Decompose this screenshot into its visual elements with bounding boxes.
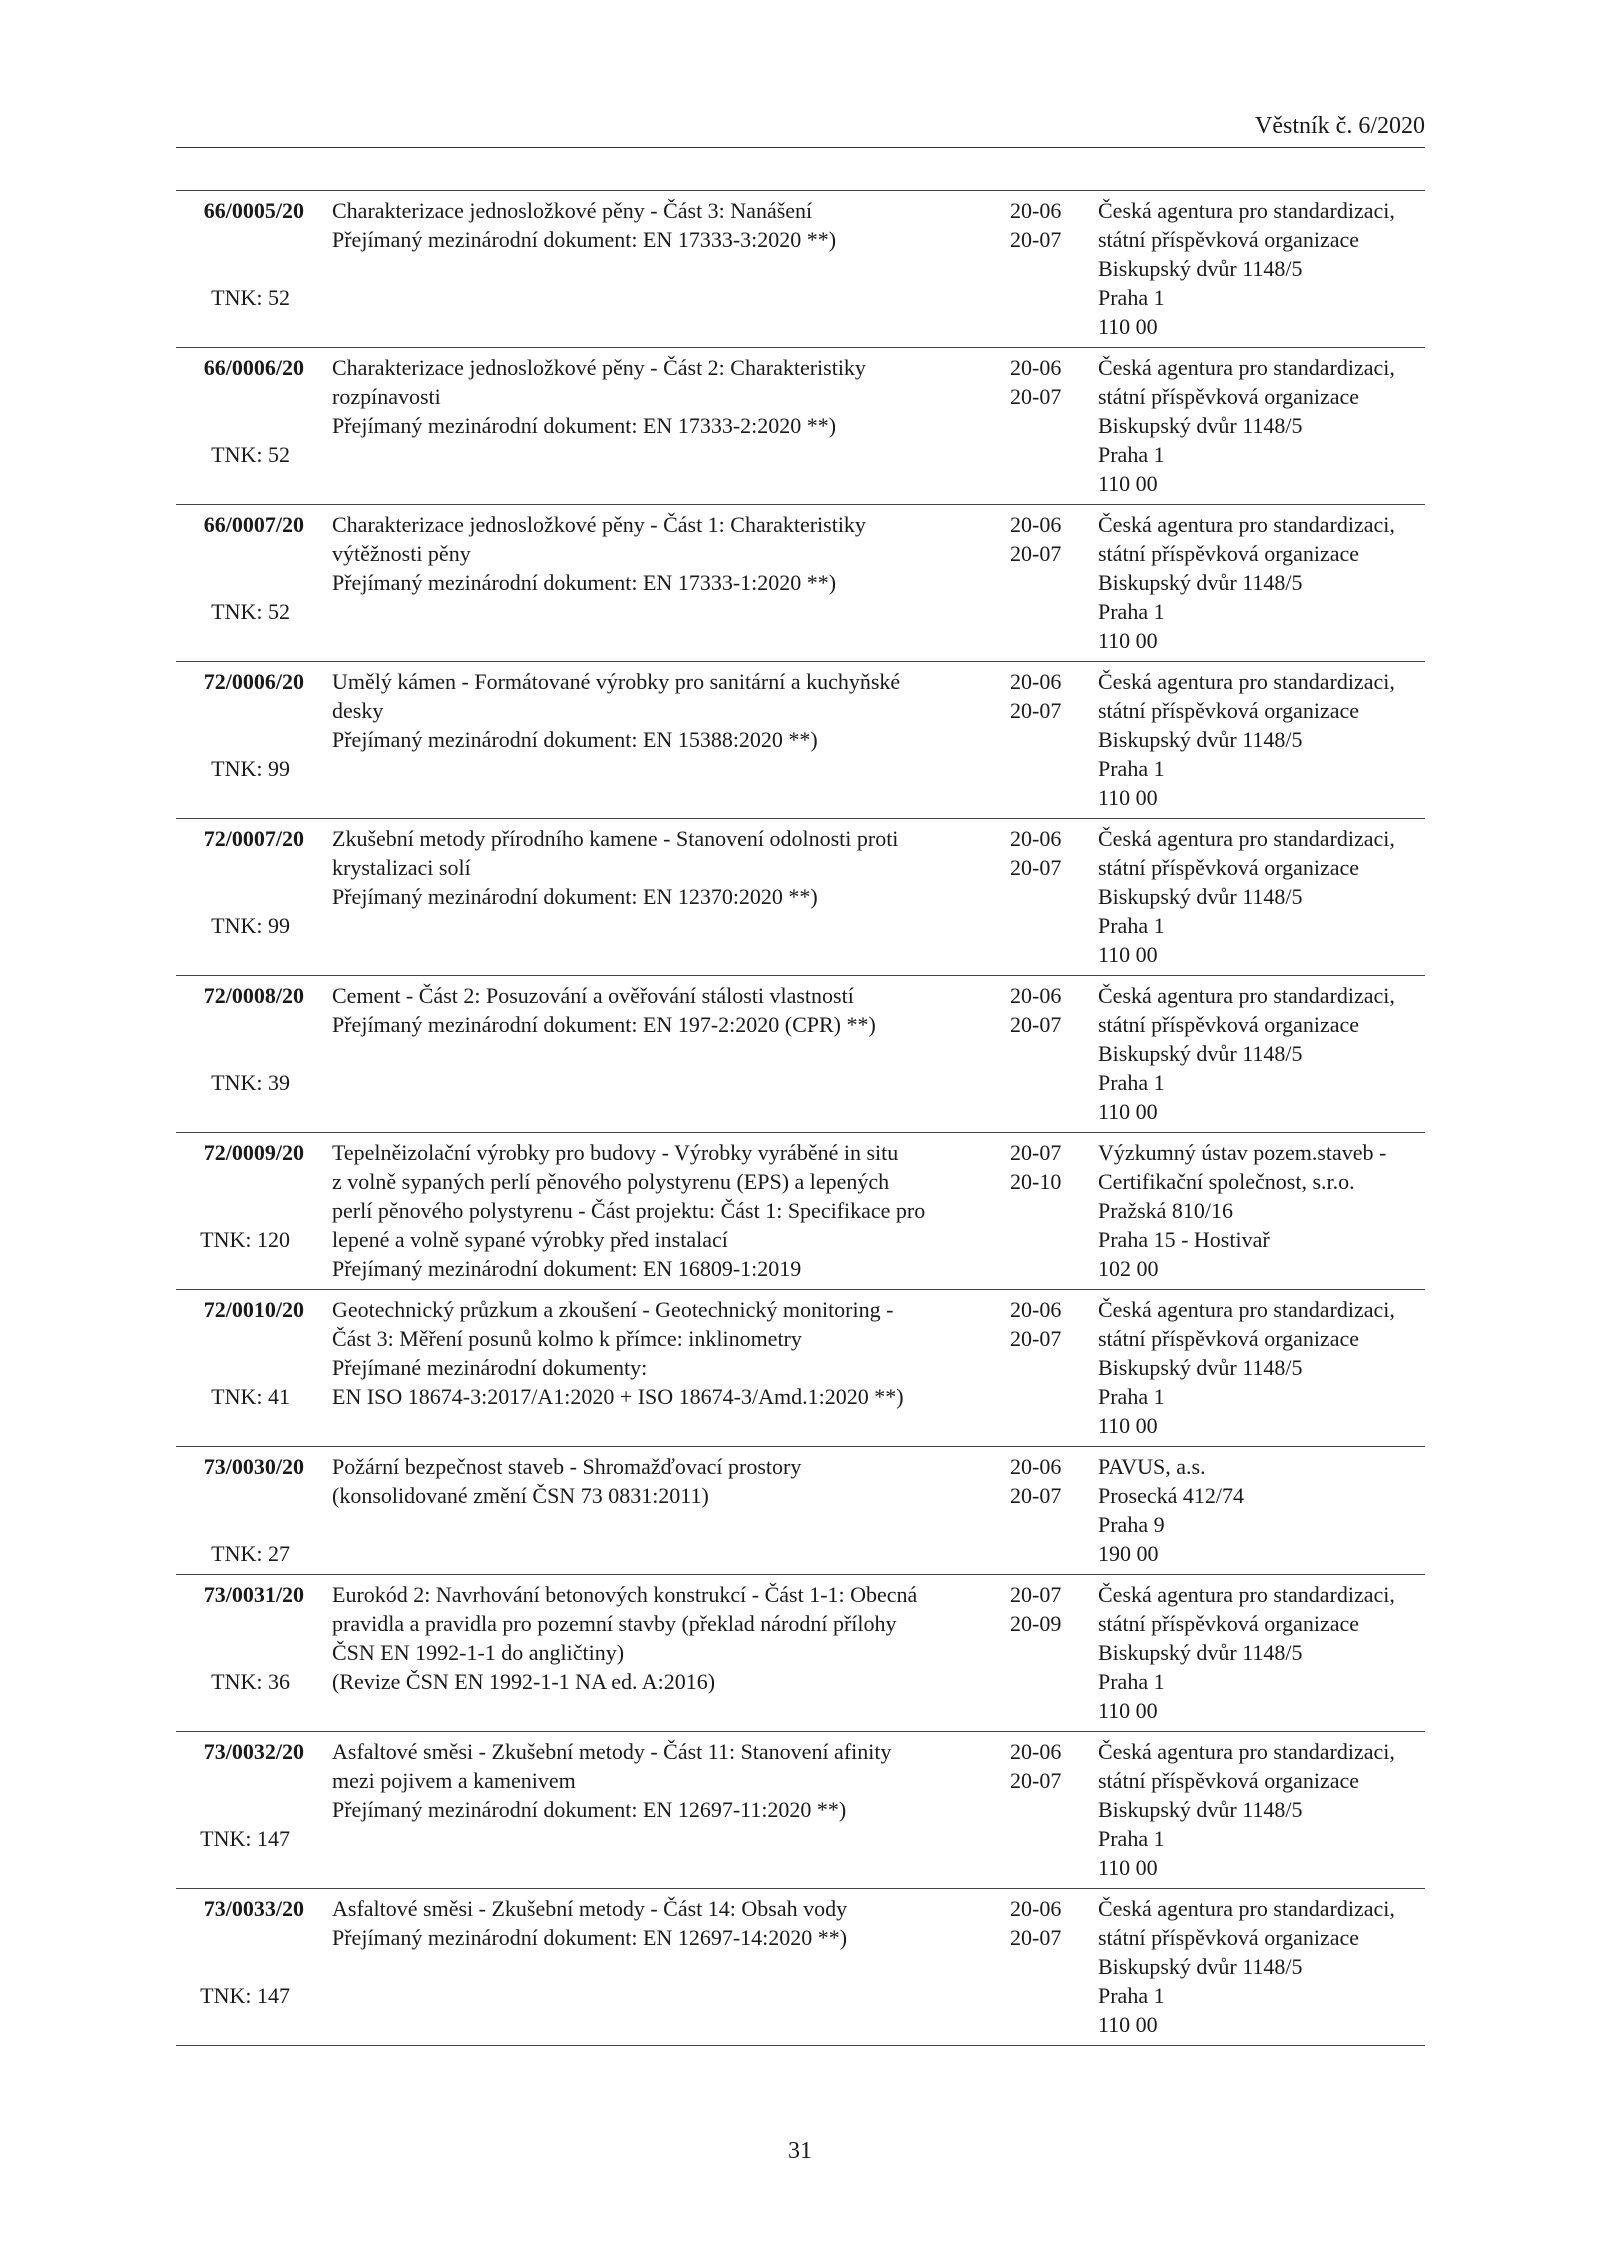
record-organization xyxy=(1098,824,1428,969)
record-organization-line: Česká agentura pro standardizaci, xyxy=(1098,355,1395,380)
record-dates-line: 20-06 xyxy=(1010,1896,1062,1921)
record-organization-line: 110 00 xyxy=(1098,1413,1158,1438)
record-title-line: desky xyxy=(332,698,384,723)
record-dates-line: 20-06 xyxy=(1010,669,1062,694)
record-title-line: (Revize ČSN EN 1992-1-1 NA ed. A:2016) xyxy=(332,1669,716,1694)
record-title-line: Přejímaný mezinárodní dokument: EN 16809-1:2019 xyxy=(332,1256,802,1281)
record-organization-line: Biskupský dvůr 1148/5 xyxy=(1098,1954,1303,1979)
record-code-cell xyxy=(176,353,304,467)
record-dates-line: 20-07 xyxy=(1010,698,1062,723)
record-title-line: rozpínavosti xyxy=(332,384,441,409)
record-organization-line: Praha 1 xyxy=(1098,913,1165,938)
record-code: 73/0032/20 xyxy=(203,1739,304,1764)
record-title-line: Přejímaný mezinárodní dokument: EN 12697-11:2020 **) xyxy=(332,1797,847,1822)
record-organization-line: Biskupský dvůr 1148/5 xyxy=(1098,570,1303,595)
record-dates xyxy=(1010,1295,1090,1353)
record-dates-line: 20-06 xyxy=(1010,512,1062,537)
record-organization xyxy=(1098,1452,1428,1568)
record-organization-line: 102 00 xyxy=(1098,1256,1159,1281)
tnk-label: TNK: 99 xyxy=(211,913,290,938)
table-row xyxy=(176,1889,1425,2046)
record-organization-line: Česká agentura pro standardizaci, xyxy=(1098,669,1395,694)
tnk-label: TNK: 52 xyxy=(211,442,290,467)
record-dates-line: 20-07 xyxy=(1010,1326,1062,1351)
record-organization-line: státní příspěvková organizace xyxy=(1098,698,1360,723)
record-organization-line: státní příspěvková organizace xyxy=(1098,384,1360,409)
record-dates xyxy=(1010,1580,1090,1638)
record-organization-line: Biskupský dvůr 1148/5 xyxy=(1098,256,1303,281)
record-organization-line: Česká agentura pro standardizaci, xyxy=(1098,826,1395,851)
record-organization-line: Biskupský dvůr 1148/5 xyxy=(1098,1355,1303,1380)
record-organization-line: 110 00 xyxy=(1098,1855,1158,1880)
record-code: 66/0005/20 xyxy=(203,198,304,223)
record-organization-line: Praha 9 xyxy=(1098,1512,1165,1537)
tnk-label: TNK: 99 xyxy=(211,756,290,781)
record-organization-line: 110 00 xyxy=(1098,1099,1158,1124)
record-organization xyxy=(1098,981,1428,1126)
record-dates xyxy=(1010,353,1090,411)
record-code-cell xyxy=(176,510,304,624)
record-dates-line: 20-07 xyxy=(1010,227,1062,252)
record-organization-line: Biskupský dvůr 1148/5 xyxy=(1098,1797,1303,1822)
record-dates-line: 20-07 xyxy=(1010,1140,1062,1165)
record-organization xyxy=(1098,196,1428,341)
record-organization-line: státní příspěvková organizace xyxy=(1098,1611,1360,1636)
record-dates-line: 20-06 xyxy=(1010,198,1062,223)
record-dates-line: 20-06 xyxy=(1010,983,1062,1008)
record-organization xyxy=(1098,510,1428,655)
record-organization-line: Praha 1 xyxy=(1098,1826,1165,1851)
tnk-label: TNK: 147 xyxy=(200,1983,290,2008)
record-code: 66/0006/20 xyxy=(203,355,304,380)
table-row xyxy=(176,976,1425,1133)
record-dates-line: 20-07 xyxy=(1010,1925,1062,1950)
record-code: 72/0009/20 xyxy=(203,1140,304,1165)
record-title-line: Přejímaný mezinárodní dokument: EN 12697-14:2020 **) xyxy=(332,1925,848,1950)
record-code-cell xyxy=(176,196,304,310)
record-title-line: Přejímaný mezinárodní dokument: EN 17333-1:2020 **) xyxy=(332,570,837,595)
record-code: 72/0006/20 xyxy=(203,669,304,694)
record-title-line: Zkušební metody přírodního kamene - Stanovení odolnosti proti xyxy=(332,826,899,851)
record-organization-line: státní příspěvková organizace xyxy=(1098,1925,1360,1950)
table-row xyxy=(176,1575,1425,1732)
record-dates-line: 20-06 xyxy=(1010,1454,1062,1479)
record-organization-line: státní příspěvková organizace xyxy=(1098,1012,1360,1037)
record-code: 66/0007/20 xyxy=(203,512,304,537)
record-organization-line: Praha 1 xyxy=(1098,1384,1165,1409)
record-dates xyxy=(1010,1452,1090,1510)
record-dates-line: 20-06 xyxy=(1010,826,1062,851)
record-code: 72/0010/20 xyxy=(203,1297,304,1322)
record-organization-line: Česká agentura pro standardizaci, xyxy=(1098,983,1395,1008)
record-organization-line: Biskupský dvůr 1148/5 xyxy=(1098,727,1303,752)
record-dates-line: 20-07 xyxy=(1010,1012,1062,1037)
record-dates-line: 20-07 xyxy=(1010,1768,1062,1793)
record-title-line: EN ISO 18674-3:2017/A1:2020 + ISO 18674-3/Amd.1:2020 **) xyxy=(332,1384,904,1409)
record-organization-line: Česká agentura pro standardizaci, xyxy=(1098,1739,1395,1764)
record-organization xyxy=(1098,353,1428,498)
record-title-line: Požární bezpečnost staveb - Shromažďovací prostory xyxy=(332,1454,802,1479)
tnk-label: TNK: 52 xyxy=(211,599,290,624)
record-organization-line: Biskupský dvůr 1148/5 xyxy=(1098,413,1303,438)
record-organization-line: 110 00 xyxy=(1098,1698,1158,1723)
record-dates-line: 20-07 xyxy=(1010,855,1062,880)
record-organization-line: 110 00 xyxy=(1098,471,1158,496)
standards-table xyxy=(176,190,1425,2046)
record-organization-line: PAVUS, a.s. xyxy=(1098,1454,1206,1479)
record-title-line: (konsolidované změní ČSN 73 0831:2011) xyxy=(332,1483,709,1508)
record-title-line: Přejímaný mezinárodní dokument: EN 17333-3:2020 **) xyxy=(332,227,837,252)
record-title-line: Charakterizace jednosložkové pěny - Část 1: Charakteristiky xyxy=(332,512,866,537)
record-dates-line: 20-06 xyxy=(1010,355,1062,380)
record-code-cell xyxy=(176,667,304,781)
record-title-line: z volně sypaných perlí pěnového polystyrenu (EPS) a lepených xyxy=(332,1169,890,1194)
record-organization-line: Česká agentura pro standardizaci, xyxy=(1098,1582,1395,1607)
bulletin-title: Věstník č. 6/2020 xyxy=(1255,113,1425,139)
record-organization-line: Certifikační společnost, s.r.o. xyxy=(1098,1169,1355,1194)
record-title-line: Geotechnický průzkum a zkoušení - Geotechnický monitoring - xyxy=(332,1297,894,1322)
record-organization-line: Praha 1 xyxy=(1098,442,1165,467)
record-code: 73/0030/20 xyxy=(203,1454,304,1479)
record-code-cell xyxy=(176,981,304,1095)
record-dates-line: 20-06 xyxy=(1010,1739,1062,1764)
record-dates xyxy=(1010,196,1090,254)
record-organization-line: státní příspěvková organizace xyxy=(1098,1326,1360,1351)
record-organization-line: státní příspěvková organizace xyxy=(1098,541,1360,566)
record-code-cell xyxy=(176,1452,304,1566)
table-row xyxy=(176,1732,1425,1889)
tnk-label: TNK: 52 xyxy=(211,285,290,310)
record-code-cell xyxy=(176,1580,304,1694)
record-dates xyxy=(1010,667,1090,725)
record-dates xyxy=(1010,510,1090,568)
record-organization xyxy=(1098,1737,1428,1882)
record-title-line: Přejímaný mezinárodní dokument: EN 197-2:2020 (CPR) **) xyxy=(332,1012,876,1037)
record-dates-line: 20-07 xyxy=(1010,541,1062,566)
table-row xyxy=(176,662,1425,819)
record-code: 73/0033/20 xyxy=(203,1896,304,1921)
table-row xyxy=(176,1133,1425,1290)
record-title-line: výtěžnosti pěny xyxy=(332,541,471,566)
record-organization-line: státní příspěvková organizace xyxy=(1098,227,1360,252)
record-title-line: Asfaltové směsi - Zkušební metody - Část 14: Obsah vody xyxy=(332,1896,848,1921)
record-dates xyxy=(1010,1138,1090,1196)
tnk-label: TNK: 36 xyxy=(211,1669,290,1694)
tnk-label: TNK: 147 xyxy=(200,1826,290,1851)
record-dates-line: 20-07 xyxy=(1010,1582,1062,1607)
table-row xyxy=(176,505,1425,662)
record-organization-line: Praha 1 xyxy=(1098,1070,1165,1095)
record-organization-line: 190 00 xyxy=(1098,1541,1159,1566)
record-code: 72/0007/20 xyxy=(203,826,304,851)
record-dates xyxy=(1010,1894,1090,1952)
record-title-line: mezi pojivem a kamenivem xyxy=(332,1768,576,1793)
record-title-line: Přejímaný mezinárodní dokument: EN 15388:2020 **) xyxy=(332,727,818,752)
record-code-cell xyxy=(176,824,304,938)
record-dates-line: 20-10 xyxy=(1010,1169,1062,1194)
record-organization xyxy=(1098,667,1428,812)
record-organization-line: Česká agentura pro standardizaci, xyxy=(1098,198,1395,223)
record-organization xyxy=(1098,1894,1428,2039)
record-dates xyxy=(1010,1737,1090,1795)
page-header xyxy=(176,111,1425,148)
record-title-line: Přejímaný mezinárodní dokument: EN 12370:2020 **) xyxy=(332,884,818,909)
record-organization-line: státní příspěvková organizace xyxy=(1098,855,1360,880)
record-organization-line: Praha 1 xyxy=(1098,285,1165,310)
record-organization-line: 110 00 xyxy=(1098,942,1158,967)
record-dates-line: 20-09 xyxy=(1010,1611,1062,1636)
record-organization-line: Praha 1 xyxy=(1098,756,1165,781)
record-code-cell xyxy=(176,1138,304,1252)
record-code-cell xyxy=(176,1894,304,2008)
tnk-label: TNK: 120 xyxy=(200,1227,290,1252)
record-title-line: Charakterizace jednosložkové pěny - Část 2: Charakteristiky xyxy=(332,355,866,380)
record-dates-line: 20-07 xyxy=(1010,384,1062,409)
record-title-line: Umělý kámen - Formátované výrobky pro sanitární a kuchyňské xyxy=(332,669,901,694)
table-row xyxy=(176,1447,1425,1575)
record-organization-line: Biskupský dvůr 1148/5 xyxy=(1098,884,1303,909)
tnk-label: TNK: 41 xyxy=(211,1384,290,1409)
record-title-line: Přejímané mezinárodní dokumenty: xyxy=(332,1355,648,1380)
record-dates xyxy=(1010,824,1090,882)
table-row xyxy=(176,1290,1425,1447)
table-row xyxy=(176,191,1425,348)
record-organization-line: Česká agentura pro standardizaci, xyxy=(1098,1896,1395,1921)
record-title-line: ČSN EN 1992-1-1 do angličtiny) xyxy=(332,1640,625,1665)
record-organization-line: Česká agentura pro standardizaci, xyxy=(1098,512,1395,537)
record-organization-line: Prosecká 412/74 xyxy=(1098,1483,1245,1508)
page-number: 31 xyxy=(788,2138,812,2164)
table-row xyxy=(176,819,1425,976)
record-organization-line: 110 00 xyxy=(1098,2012,1158,2037)
record-organization xyxy=(1098,1295,1428,1440)
record-organization-line: Biskupský dvůr 1148/5 xyxy=(1098,1640,1303,1665)
record-title-line: Přejímaný mezinárodní dokument: EN 17333-2:2020 **) xyxy=(332,413,837,438)
record-title-line: Část 3: Měření posunů kolmo k přímce: inklinometry xyxy=(332,1326,802,1351)
record-organization-line: Česká agentura pro standardizaci, xyxy=(1098,1297,1395,1322)
record-organization-line: Praha 15 - Hostivař xyxy=(1098,1227,1270,1252)
record-title-line: lepené a volně sypané výrobky před instalací xyxy=(332,1227,728,1252)
record-organization-line: Pražská 810/16 xyxy=(1098,1198,1234,1223)
record-title-line: pravidla a pravidla pro pozemní stavby (překlad národní přílohy xyxy=(332,1611,897,1636)
record-title-line: krystalizaci solí xyxy=(332,855,471,880)
record-organization-line: Biskupský dvůr 1148/5 xyxy=(1098,1041,1303,1066)
record-organization-line: 110 00 xyxy=(1098,314,1158,339)
record-organization-line: Praha 1 xyxy=(1098,599,1165,624)
record-code-cell xyxy=(176,1737,304,1851)
record-organization-line: 110 00 xyxy=(1098,628,1158,653)
record-dates-line: 20-07 xyxy=(1010,1483,1062,1508)
record-title-line: Cement - Část 2: Posuzování a ověřování stálosti vlastností xyxy=(332,983,854,1008)
record-organization-line: Výzkumný ústav pozem.staveb - xyxy=(1098,1140,1387,1165)
record-title-line: Eurokód 2: Navrhování betonových konstrukcí - Část 1-1: Obecná xyxy=(332,1582,918,1607)
record-code-cell xyxy=(176,1295,304,1409)
record-title-line: Charakterizace jednosložkové pěny - Část 3: Nanášení xyxy=(332,198,813,223)
record-organization-line: státní příspěvková organizace xyxy=(1098,1768,1360,1793)
tnk-label: TNK: 39 xyxy=(211,1070,290,1095)
record-organization-line: 110 00 xyxy=(1098,785,1158,810)
record-dates xyxy=(1010,981,1090,1039)
record-code: 73/0031/20 xyxy=(203,1582,304,1607)
record-code: 72/0008/20 xyxy=(203,983,304,1008)
tnk-label: TNK: 27 xyxy=(211,1541,290,1566)
record-title-line: Asfaltové směsi - Zkušební metody - Část 11: Stanovení afinity xyxy=(332,1739,892,1764)
record-organization-line: Praha 1 xyxy=(1098,1669,1165,1694)
record-organization xyxy=(1098,1580,1428,1725)
record-title-line: perlí pěnového polystyrenu - Část projektu: Část 1: Specifikace pro xyxy=(332,1198,926,1223)
record-title-line: Tepelněizolační výrobky pro budovy - Výrobky vyráběné in situ xyxy=(332,1140,899,1165)
record-organization xyxy=(1098,1138,1428,1283)
record-dates-line: 20-06 xyxy=(1010,1297,1062,1322)
record-organization-line: Praha 1 xyxy=(1098,1983,1165,2008)
table-row xyxy=(176,348,1425,505)
